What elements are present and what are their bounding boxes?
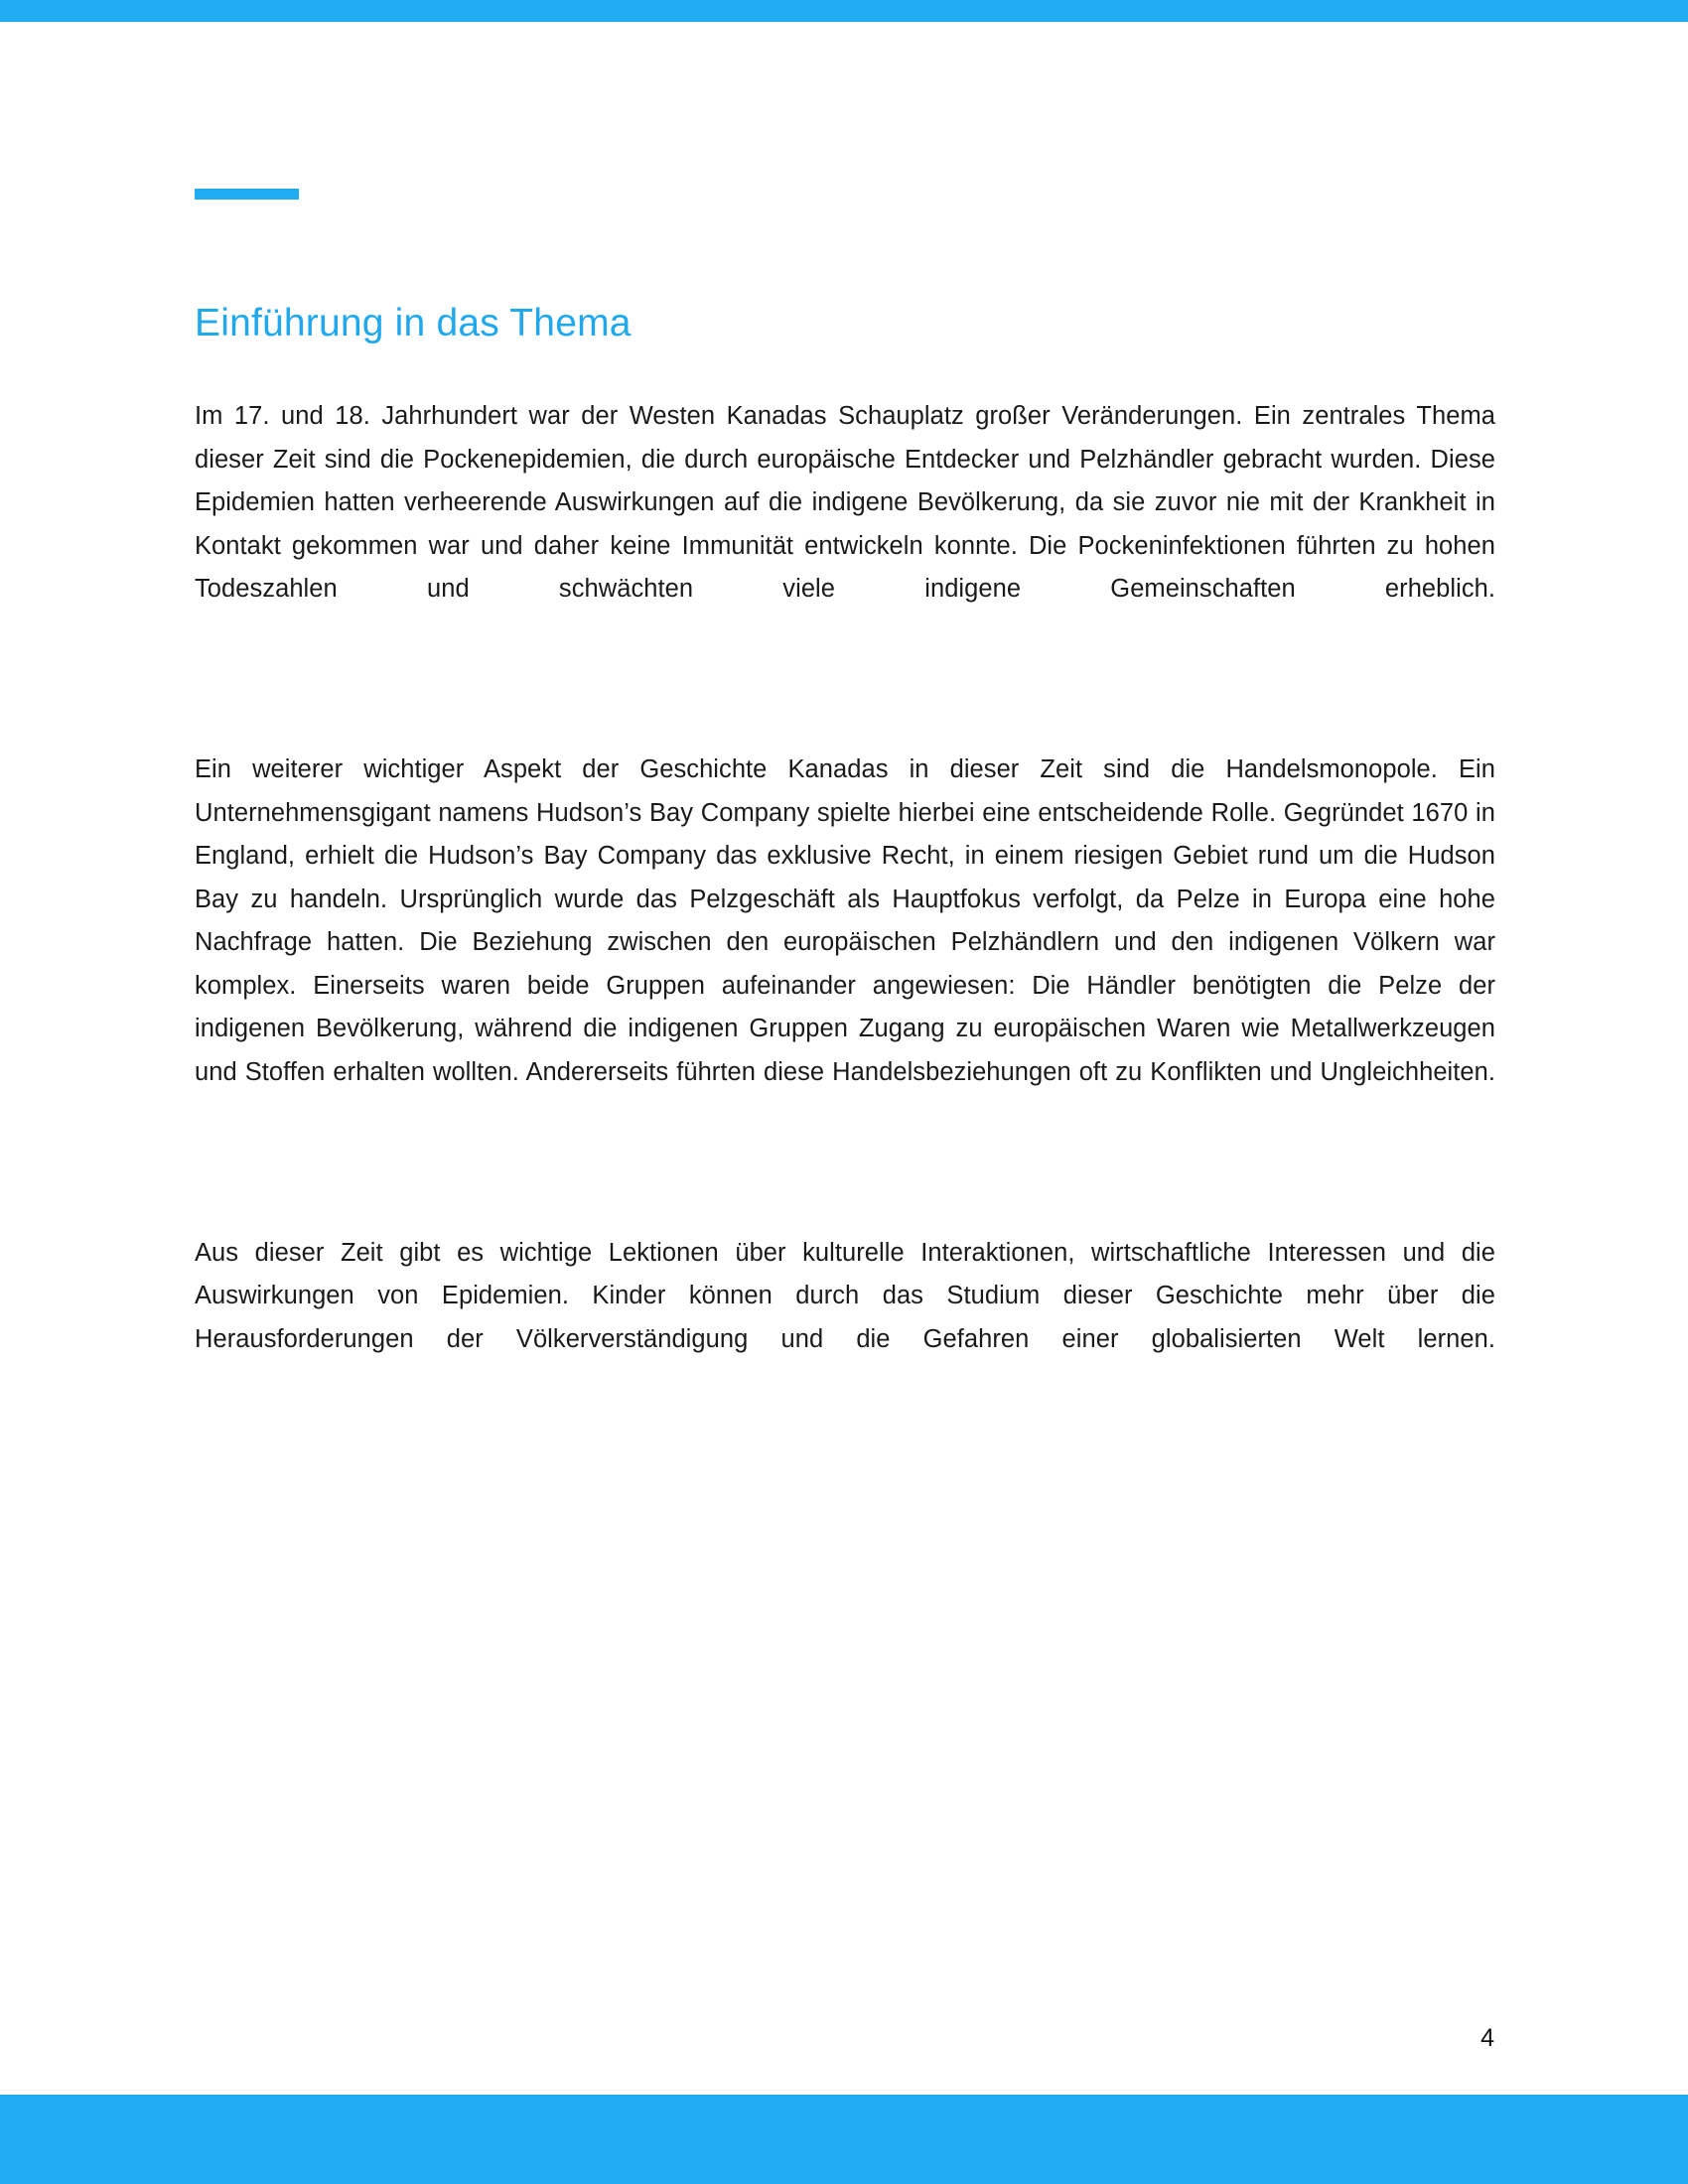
page-number: 4 <box>1480 2024 1494 2052</box>
heading-accent-dash-icon <box>195 189 299 200</box>
body-content <box>195 395 1495 1405</box>
page-title: Einführung in das Thema <box>195 302 632 344</box>
paragraph: Aus dieser Zeit gibt es wichtige Lektionen über kulturelle Interaktionen, wirtschaftliche Interessen und die Auswirkungen von Epidemien. Kinder können durch das Studium dieser Geschichte mehr über die Herausforderungen der Völkerverständigung und die Gefahren einer globalisierten Welt lernen. <box>195 1238 1495 1353</box>
top-accent-bar <box>0 0 1688 22</box>
bottom-accent-bar <box>0 2095 1688 2184</box>
paragraph: Ein weiterer wichtiger Aspekt der Geschichte Kanadas in dieser Zeit sind die Handelsmonopole. Ein Unternehmensgigant namens Hudson’s Bay Company spielte hierbei eine entscheidende Rolle. Gegründet 1670 in England, erhielt die Hudson’s Bay Company das exklusive Recht, in einem riesigen Gebiet rund um die Hudson Bay zu handeln. Ursprünglich wurde das Pelzgeschäft als Hauptfokus verfolgt, da Pelze in Europa eine hohe Nachfrage hatten. Die Beziehung zwischen den europäischen Pelzhändlern und den indigenen Völkern war komplex. Einerseits waren beide Gruppen aufeinander angewiesen: Die Händler benötigten die Pelze der indigenen Bevölkerung, während die indigenen Gruppen Zugang zu europäischen Waren wie Metallwerkzeugen und Stoffen erhalten wollten. Andererseits führten diese Handelsbeziehungen oft zu Konflikten und Ungleichheiten. <box>195 755 1495 1086</box>
paragraph: Im 17. und 18. Jahrhundert war der Westen Kanadas Schauplatz großer Veränderungen. Ein zentrales Thema dieser Zeit sind die Pockenepidemien, die durch europäische Entdecker und Pelzhändler gebracht wurden. Diese Epidemien hatten verheerende Auswirkungen auf die indigene Bevölkerung, da sie zuvor nie mit der Krankheit in Kontakt gekommen war und daher keine Immunität entwickeln konnte. Die Pockeninfektionen führten zu hohen Todeszahlen und schwächten viele indigene Gemeinschaften erheblich. <box>195 402 1495 603</box>
